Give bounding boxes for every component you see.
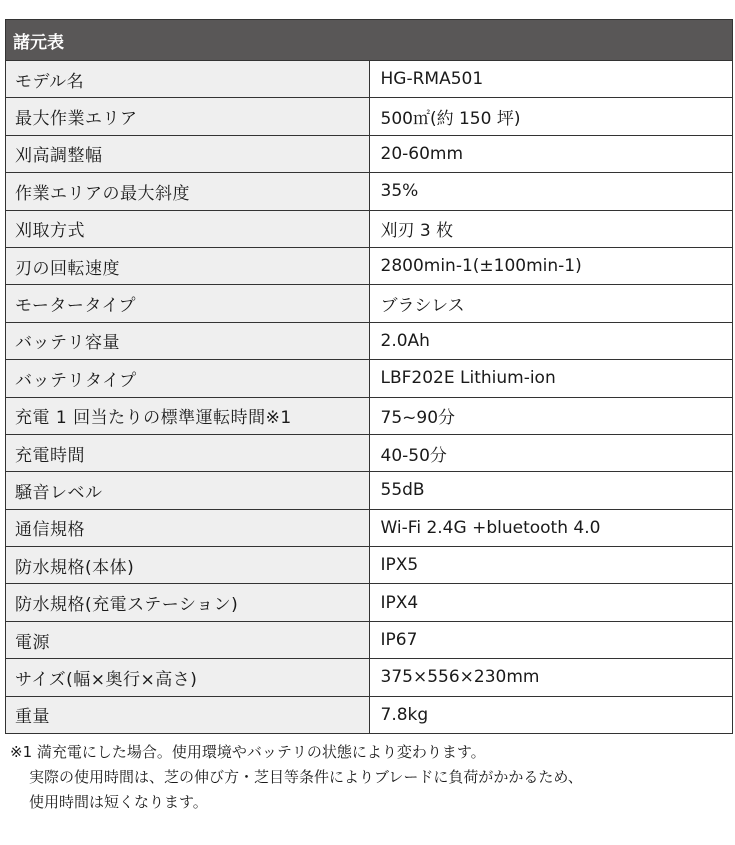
spec-label: 騒音レベル	[6, 472, 370, 509]
spec-label: サイズ(幅×奥行×高さ)	[6, 659, 370, 696]
spec-label: モデル名	[6, 61, 370, 98]
footnote	[10, 740, 730, 815]
spec-label: モータータイプ	[6, 285, 370, 322]
table-title: 諸元表	[6, 20, 733, 61]
table-row	[6, 509, 733, 546]
footnote-line-3: 使用時間は短くなります。	[29, 793, 208, 811]
table-row	[6, 210, 733, 247]
table-row	[6, 584, 733, 621]
spec-label: 防水規格(充電ステーション)	[6, 584, 370, 621]
spec-label: 刈高調整幅	[6, 135, 370, 172]
spec-label: 充電 1 回当たりの標準運転時間※1	[6, 397, 370, 434]
table-row	[6, 322, 733, 359]
spec-value: 375×556×230mm	[369, 659, 733, 696]
spec-value: 500㎡(約 150 坪)	[369, 98, 733, 135]
table-row	[6, 621, 733, 658]
table-row	[6, 397, 733, 434]
table-row	[6, 434, 733, 471]
spec-label: 最大作業エリア	[6, 98, 370, 135]
spec-label: 作業エリアの最大斜度	[6, 173, 370, 210]
table-row	[6, 247, 733, 284]
table-row	[6, 135, 733, 172]
spec-value: 刈刃 3 枚	[369, 210, 733, 247]
spec-table-body	[6, 61, 733, 734]
spec-label: 通信規格	[6, 509, 370, 546]
spec-value: IPX4	[369, 584, 733, 621]
spec-value: 7.8kg	[369, 696, 733, 733]
spec-value: ブラシレス	[369, 285, 733, 322]
spec-value: IPX5	[369, 547, 733, 584]
spec-value: 35%	[369, 173, 733, 210]
spec-label: 電源	[6, 621, 370, 658]
spec-value: LBF202E Lithium-ion	[369, 360, 733, 397]
spec-value: 20-60mm	[369, 135, 733, 172]
table-row	[6, 98, 733, 135]
spec-label: バッテリタイプ	[6, 360, 370, 397]
spec-label: 充電時間	[6, 434, 370, 471]
spec-label: 刈取方式	[6, 210, 370, 247]
table-row	[6, 173, 733, 210]
table-row	[6, 472, 733, 509]
table-row	[6, 360, 733, 397]
footnote-line-1: ※1 満充電にした場合。使用環境やバッテリの状態により変わります。	[10, 743, 486, 761]
spec-label: 重量	[6, 696, 370, 733]
spec-label: バッテリ容量	[6, 322, 370, 359]
footnote-line-2: 実際の使用時間は、芝の伸び方・芝目等条件によりブレードに負荷がかかるため、	[29, 768, 583, 786]
spec-value: IP67	[369, 621, 733, 658]
table-row	[6, 659, 733, 696]
spec-value: 40-50分	[369, 434, 733, 471]
table-row	[6, 285, 733, 322]
table-row	[6, 696, 733, 733]
spec-value: 2.0Ah	[369, 322, 733, 359]
spec-value: 2800min-1(±100min-1)	[369, 247, 733, 284]
spec-label: 刃の回転速度	[6, 247, 370, 284]
spec-value: HG-RMA501	[369, 61, 733, 98]
spec-value: 75~90分	[369, 397, 733, 434]
spec-value: Wi-Fi 2.4G +bluetooth 4.0	[369, 509, 733, 546]
spec-value: 55dB	[369, 472, 733, 509]
spec-table	[5, 19, 733, 734]
spec-label: 防水規格(本体)	[6, 547, 370, 584]
table-row	[6, 547, 733, 584]
table-row	[6, 61, 733, 98]
